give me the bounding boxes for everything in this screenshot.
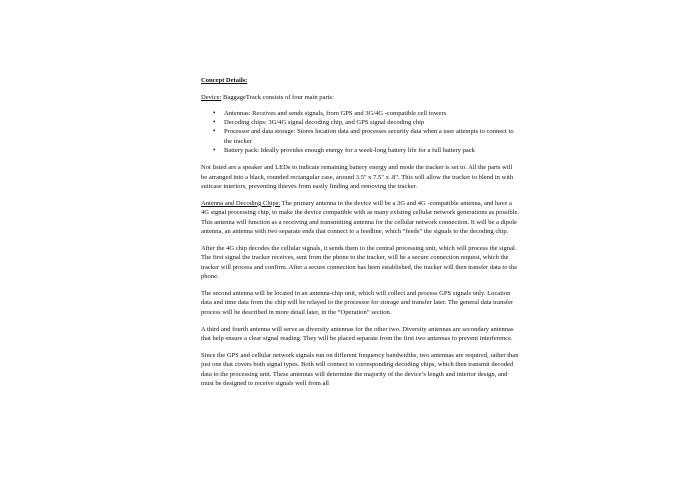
device-paragraph <box>201 93 519 102</box>
list-item: • Decoding chips: 3G/4G signal decoding chip, and GPS signal decoding chip <box>224 118 519 127</box>
list-item: • Antennas: Receives and sends signals, from GPS and 3G/4G -compatible cell towers <box>224 109 519 118</box>
device-label: Device: <box>201 93 222 101</box>
device-text: BaggageTrack consists of four main parts: <box>221 93 334 101</box>
section-heading: Concept Details: <box>201 77 248 84</box>
bandwidths-paragraph: Since the GPS and cellular network signals run on different frequency bandwidths, two antennas are required, rather than just one that covers both signal types. Both will connect to corresponding decoding chips, which then transmit decoded data to the processing unit. These antennas will determine the majority of the device’s length and interior design, and must be designed to receive signals well from all <box>201 351 519 388</box>
4g-chip-paragraph: After the 4G chip decodes the cellular signals, it sends them to the central processing unit, which will process the signal. The first signal the tracker receives, sent from the phone to the tracker, will be a secure connection request, which the tracker will process and confirm. After a secure connection has been established, the tracker will then transfer data to the phone. <box>201 244 518 281</box>
antenna-paragraph <box>201 199 519 237</box>
list-item: • Processor and data storage: Stores location data and processes security data when a user attempts to connect to the tracker <box>224 127 519 146</box>
antenna-text: The primary antenna in the device will be a 3G and 4G -compatible antenna, and have a 4G signal processing chip, to make the device compatible with as many existing cellular network generations as possible. This antenna will function as a receiving and transmitting antenna for the cellular network connection. It will be a dipole antenna, an antenna with two separate ends that connect to a feedline, which “feeds” the signals to the decoding chip. <box>201 199 519 236</box>
parts-list <box>201 109 519 156</box>
list-item: • Battery pack: Ideally provides enough energy for a week-long battery life for a full battery pack <box>224 146 519 155</box>
antenna-label: Antenna and Decoding Chips: <box>201 199 281 207</box>
second-antenna-paragraph: The second antenna will be located in an antenna-chip unit, which will collect and process GPS signals only. Location data and time data from the chip will be relayed to the processor for storage and transfer later. The general data transfer process will be described in more detail later, in the “Operation” section. <box>201 289 514 316</box>
not-listed-paragraph: Not listed are a speaker and LEDs to indicate remaining battery energy and mode the tracker is set to. All the parts will be arranged into a black, rounded rectangular case, around 3.5" x 7.5" x .8". This will allow the tracker to blend in with suitcase interiors, preventing thieves from easily finding and removing the tracker. <box>201 164 514 190</box>
diversity-paragraph: A third and fourth antenna will serve as diversity antennas for the other two. Diversity antennas are secondary antennas that help ensure a clear signal reading. They will be placed separate from the first two antennas to prevent interference. <box>201 325 514 343</box>
document-page <box>201 76 519 396</box>
